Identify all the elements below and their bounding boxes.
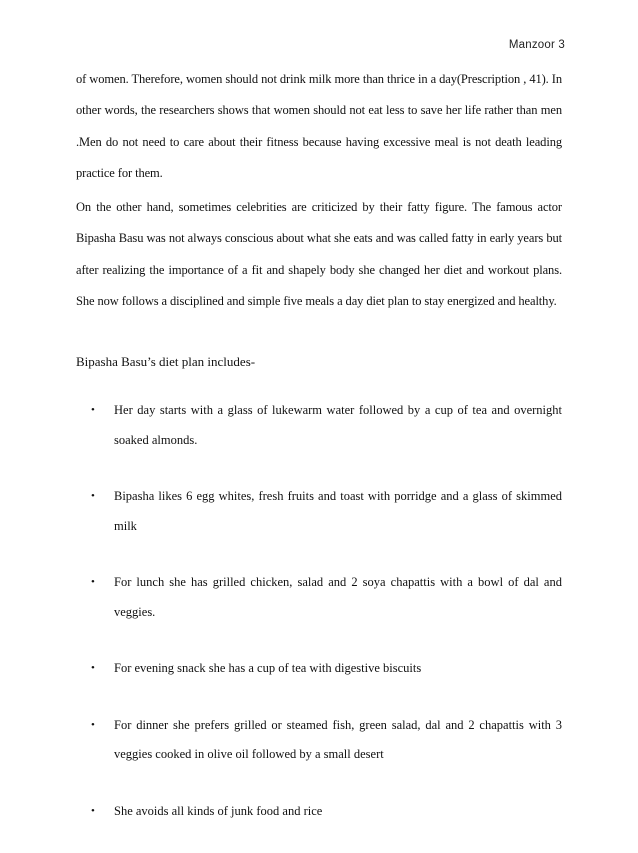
bullet-icon: •: [91, 662, 95, 674]
bullet-icon: •: [91, 576, 95, 588]
list-item-text: Bipasha likes 6 egg whites, fresh fruits and toast with porridge and a glass of skimmed milk: [114, 489, 562, 533]
list-item-text: For lunch she has grilled chicken, salad and 2 soya chapattis with a bowl of dal and veggies.: [114, 575, 562, 619]
list-item: [76, 711, 562, 770]
list-item-text: Her day starts with a glass of lukewarm water followed by a cup of tea and overnight soaked almonds.: [114, 403, 562, 447]
bullet-icon: •: [91, 404, 95, 416]
list-item-text: For dinner she prefers grilled or steamed fish, green salad, dal and 2 chapattis with 3 veggies cooked in olive oil followed by a small desert: [114, 717, 562, 761]
list-item: [76, 568, 562, 627]
diet-plan-list: [76, 396, 562, 853]
bullet-icon: •: [91, 718, 95, 731]
diet-plan-heading: Bipasha Basu’s diet plan includes-: [76, 354, 256, 369]
list-item-text: For evening snack she has a cup of tea with digestive biscuits: [114, 661, 422, 675]
bullet-icon: •: [91, 490, 95, 502]
running-head: Manzoor 3: [508, 39, 565, 51]
bullet-icon: •: [91, 804, 95, 817]
list-item: [76, 396, 562, 455]
paragraph-women-milk: of women. Therefore, women should not drink milk more than thrice in a day(Prescription , 41). In other words, the researchers shows that women should not eat less to save her life rather than men .Men do not need to care about their fitness because having excessive meal is not death leading practice for them.: [76, 72, 562, 181]
list-item: [76, 482, 562, 541]
list-item: [76, 797, 562, 827]
list-item-text: She avoids all kinds of junk food and rice: [114, 803, 323, 818]
paragraph-bipasha-intro: On the other hand, sometimes celebrities are criticized by their fatty figure. The famous actor Bipasha Basu was not always conscious about what she eats and was called fatty in early years but after realizing the importance of a fit and shapely body she changed her diet and workout plans. She now follows a disciplined and simple five meals a day diet plan to stay energized and healthy.: [76, 200, 562, 309]
list-item: [76, 654, 562, 684]
